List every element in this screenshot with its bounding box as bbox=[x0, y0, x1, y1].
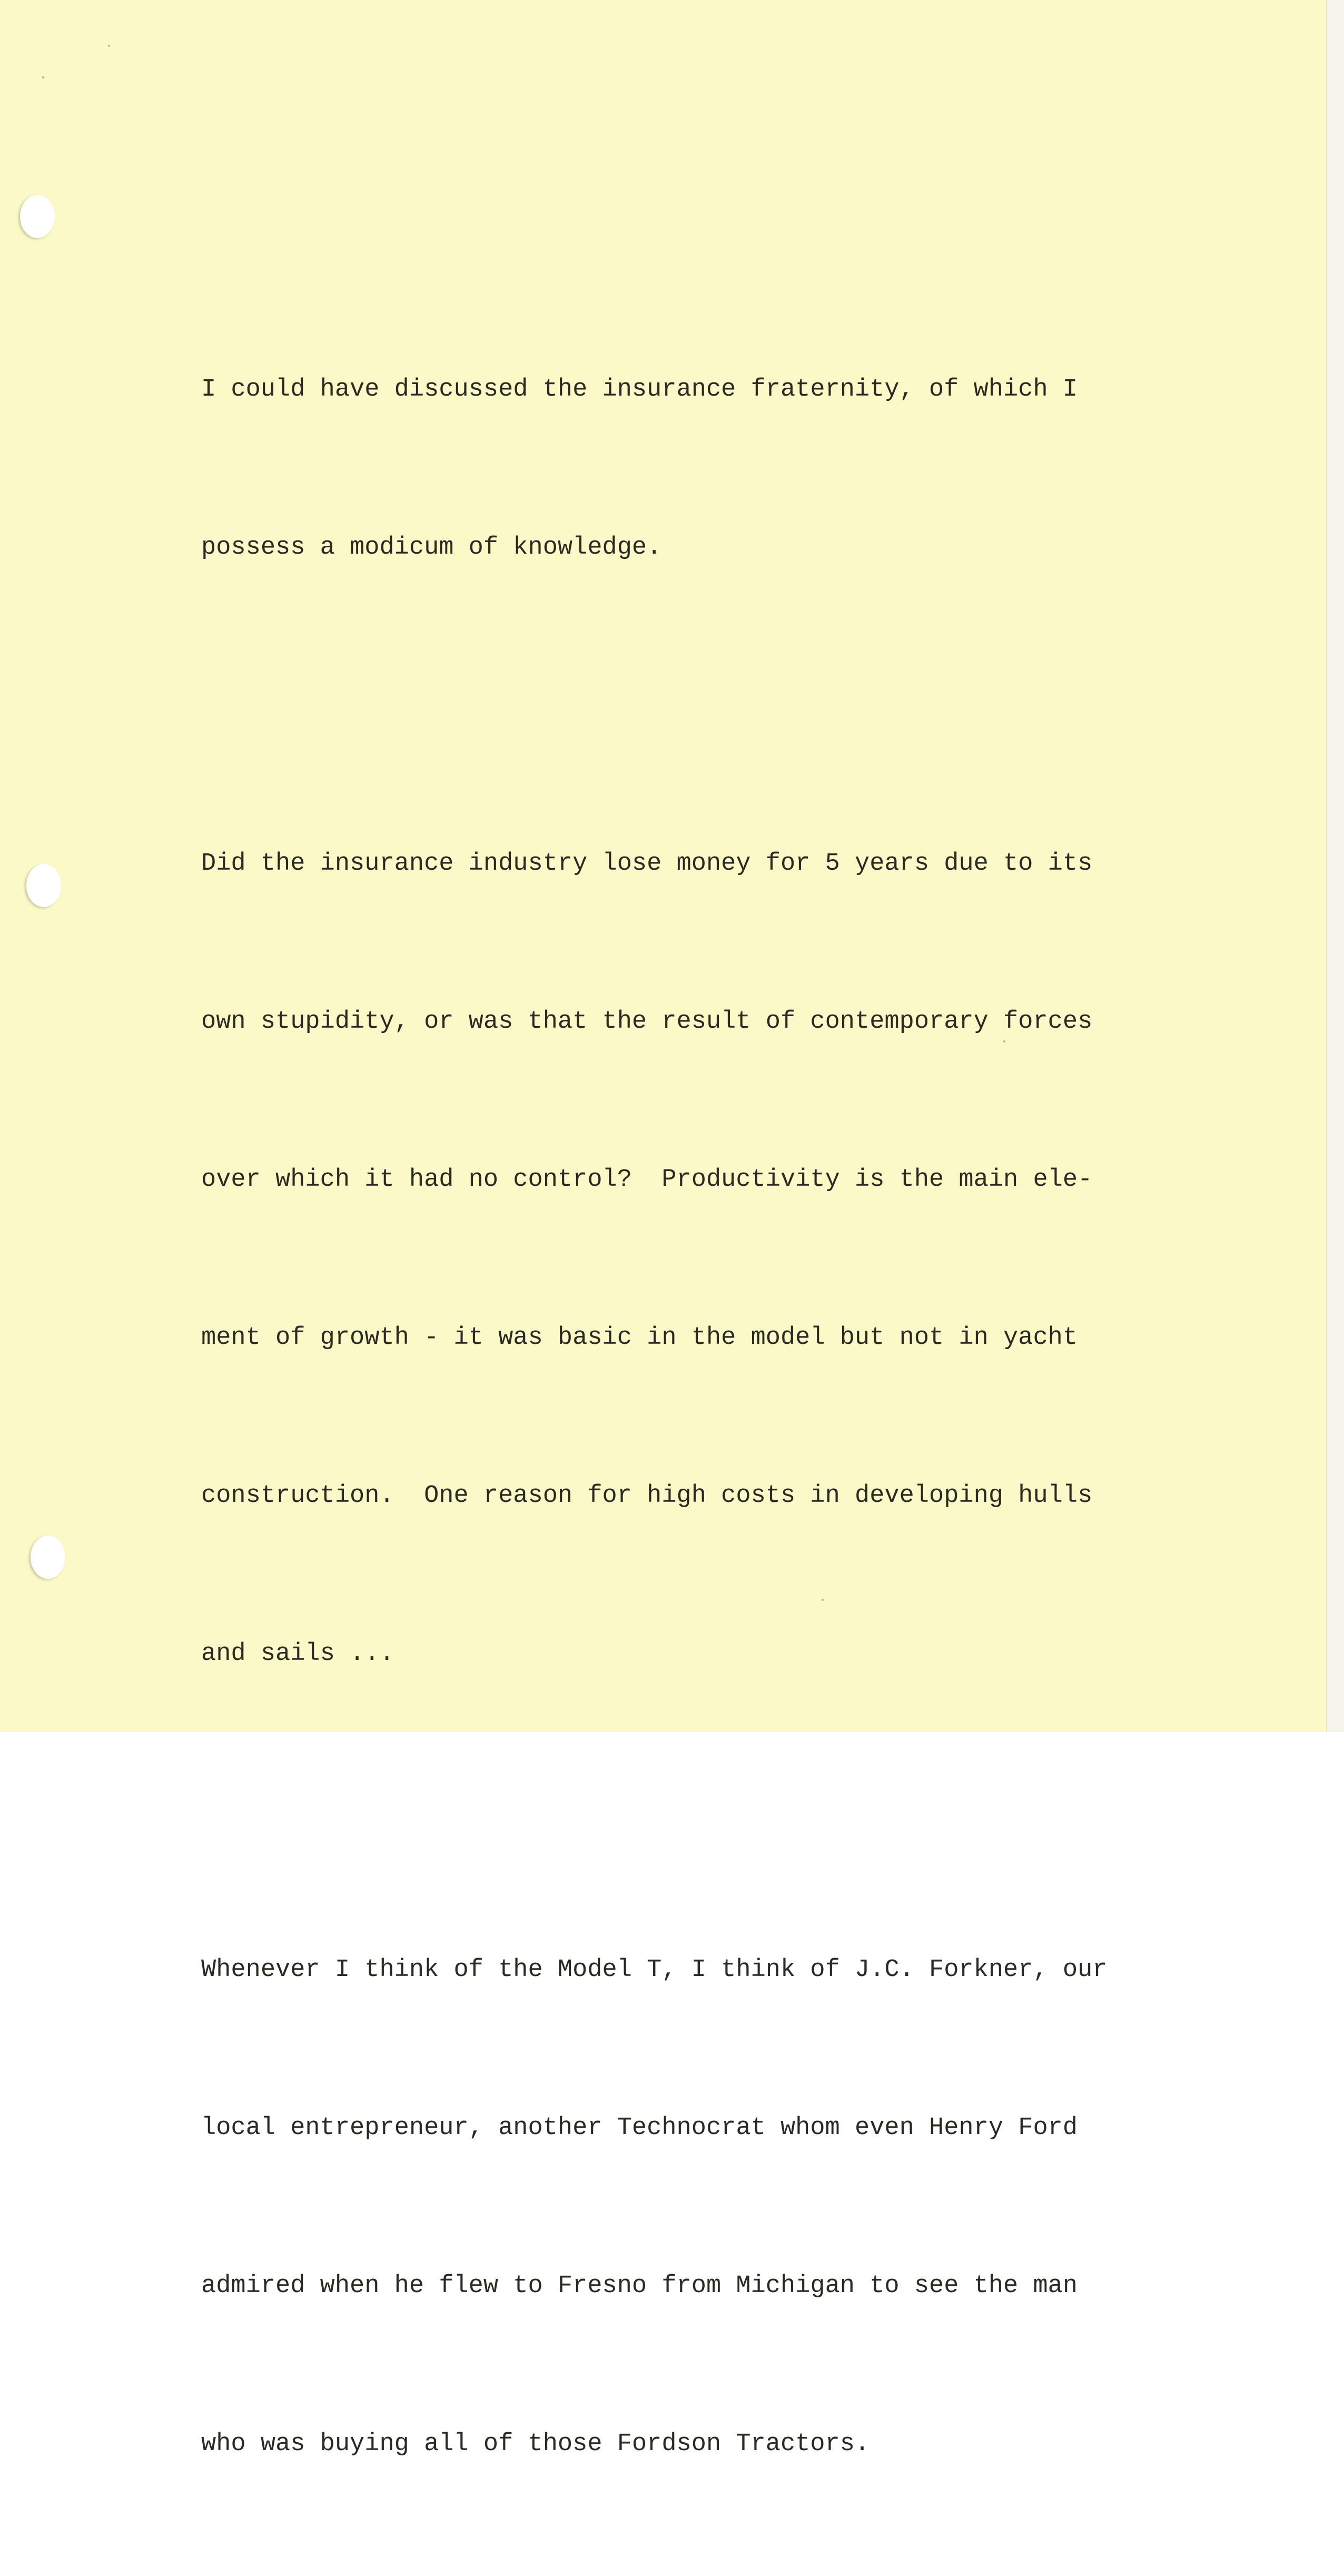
typed-text-body bbox=[201, 258, 1265, 2576]
paper-speck bbox=[108, 45, 110, 47]
page-edge bbox=[1326, 0, 1344, 1732]
text-line: local entrepreneur, another Technocrat whom even Henry Ford bbox=[201, 2114, 1078, 2142]
punch-hole-middle bbox=[26, 864, 61, 907]
text-line: construction. One reason for high costs in developing hulls bbox=[201, 1482, 1093, 1510]
text-line: admired when he flew to Fresno from Michigan to see the man bbox=[201, 2272, 1078, 2300]
text-line: Did the insurance industry lose money for 5 years due to its bbox=[201, 850, 1093, 878]
text-line: ment of growth - it was basic in the model but not in yacht bbox=[201, 1324, 1078, 1352]
text-line: and sails ... bbox=[201, 1640, 394, 1668]
text-line: possess a modicum of knowledge. bbox=[201, 534, 662, 562]
paragraph-insurance-industry bbox=[201, 732, 1265, 1786]
text-line: who was buying all of those Fordson Tractors. bbox=[201, 2430, 870, 2458]
punch-hole-top bbox=[20, 195, 55, 238]
text-line: Whenever I think of the Model T, I think of J.C. Forkner, our bbox=[201, 1956, 1108, 1984]
paper-speck bbox=[42, 76, 44, 78]
text-line: over which it had no control? Productivity is the main ele- bbox=[201, 1166, 1093, 1194]
paragraph-model-t bbox=[201, 1838, 1265, 2576]
text-line: own stupidity, or was that the result of contemporary forces bbox=[201, 1008, 1093, 1036]
text-line: I could have discussed the insurance fraternity, of which I bbox=[201, 376, 1078, 404]
paragraph-insurance-fraternity bbox=[201, 258, 1265, 680]
punch-hole-bottom bbox=[31, 1536, 65, 1579]
